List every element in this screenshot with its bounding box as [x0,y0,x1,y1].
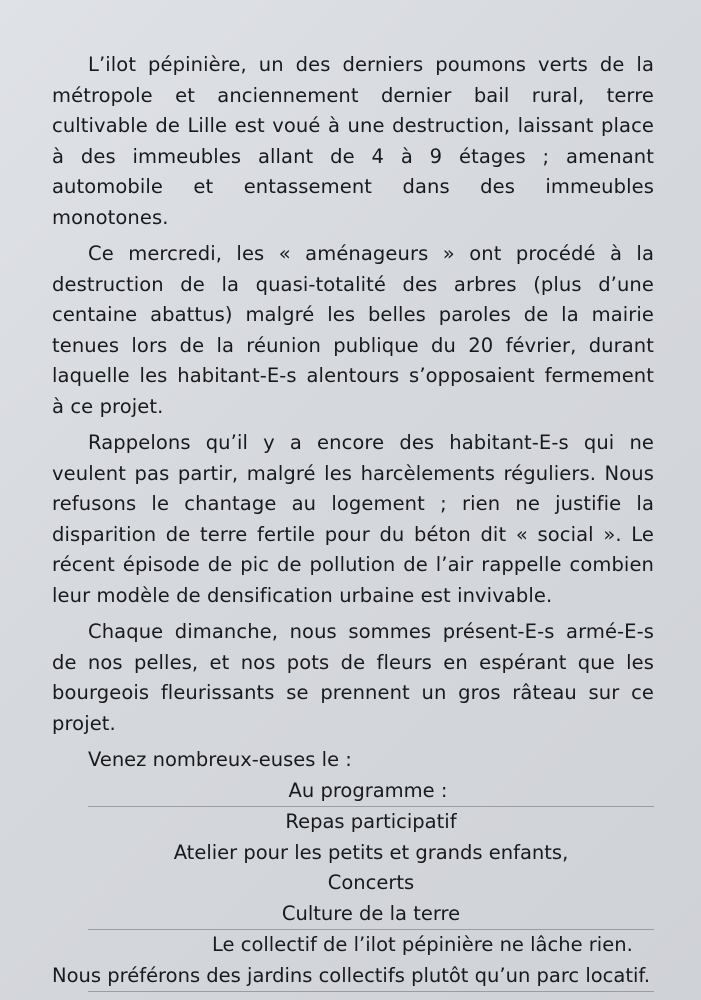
programme-item: Concerts [327,871,415,894]
programme-item: Repas participatif [285,810,457,833]
paragraph-rappel: Rappelons qu’il y a encore des habitant-E-s qui ne veulent pas partir, malgré les harcèlements réguliers. Nous refusons le chantage au logement ; rien ne justifie la disparition de terre fertile pour du béton dit « social ». Le récent épisode de pic de pollution de l’air rappelle combien leur modèle de densification urbaine est invivable. [52,431,654,607]
divider-footer [88,991,654,992]
programme-title: Au programme : [288,778,448,802]
programme-list [52,807,654,929]
programme-item: Atelier pour les petits et grands enfants, [173,840,569,864]
footer-line-collectif: Le collectif de l’ilot pépinière ne lâche rien. [212,933,633,956]
invitation-line: Venez nombreux-euses le : [88,748,352,771]
programme-item: Culture de la terre [281,901,461,925]
paragraph-destruction: Ce mercredi, les « aménageurs » ont procédé à la destruction de la quasi-totalité des arbres (plus d’une centaine abattus) malgré les belles paroles de la mairie tenues lors de la réunion publique du 20 février, durant laquelle les habitant-E-s alentours s’opposaient fermement à ce projet. [52,242,654,418]
footer-line-jardins: Nous préférons des jardins collectifs plutôt qu’un parc locatif. [52,963,651,987]
paragraph-intro: L’ilot pépinière, un des derniers poumons verts de la métropole et anciennement dernier bail rural, terre cultivable de Lille est voué à une destruction, laissant place à des immeubles allant de 4 à 9 étages ; amenant automobile et entassement dans des immeubles monotones. [52,53,654,229]
footer-text [52,930,654,991]
flyer-content [52,50,654,992]
paragraph-dimanche: Chaque dimanche, nous sommes présent-E-s armé-E-s de nos pelles, et nos pots de fleurs en espérant que les bourgeois fleurissants se prennent un gros râteau sur ce projet. [52,620,654,735]
